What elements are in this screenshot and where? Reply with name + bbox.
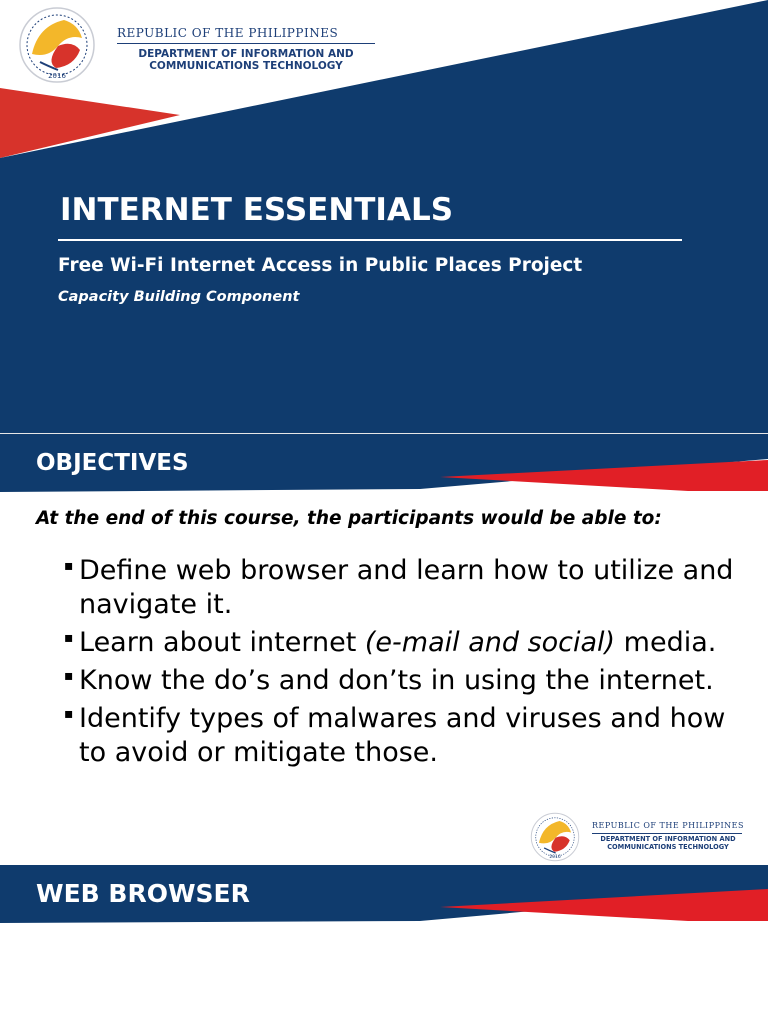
- title-rule: [58, 239, 682, 241]
- republic-label: REPUBLIC OF THE PHILIPPINES: [592, 821, 744, 830]
- list-item: [64, 626, 754, 660]
- list-item: [64, 554, 754, 622]
- objective-3: Know the do’s and don’ts in using the internet.: [79, 665, 714, 696]
- slide-title: [0, 0, 768, 433]
- bullet-icon: ▪: [64, 706, 74, 722]
- slide-web-browser: [0, 865, 768, 1024]
- dept-name: [588, 836, 748, 851]
- objective-1-line-1: Define web browser and learn how to utilize and: [79, 555, 734, 586]
- seal-year: 2016: [48, 72, 66, 80]
- slide1-subtitle: Free Wi-Fi Internet Access in Public Places Project: [58, 255, 583, 276]
- dept-line-2: COMMUNICATIONS TECHNOLOGY: [149, 60, 343, 73]
- slide1-title: INTERNET ESSENTIALS: [60, 192, 454, 228]
- dict-seal-icon: [18, 6, 96, 84]
- objective-2-pre: Learn about internet: [79, 627, 365, 658]
- dict-logo-bottom: [530, 810, 750, 864]
- dept-line-1: DEPARTMENT OF INFORMATION AND: [138, 48, 354, 60]
- objectives-list: [64, 554, 754, 774]
- objectives-heading: OBJECTIVES: [36, 450, 189, 476]
- slide1-subsubtitle: Capacity Building Component: [58, 289, 300, 305]
- seal-year: 2016: [549, 855, 561, 861]
- bullet-icon: ▪: [64, 558, 74, 574]
- logo-divider: [592, 833, 742, 834]
- objectives-lead: At the end of this course, the participants would be able to:: [36, 508, 662, 529]
- web-browser-heading: WEB BROWSER: [36, 879, 250, 908]
- dict-seal-icon: [530, 812, 580, 862]
- objective-4-line-1: Identify types of malwares and viruses and how: [79, 703, 726, 734]
- dept-line-1: DEPARTMENT OF INFORMATION AND: [600, 835, 736, 843]
- objective-2-italic: (e-mail and social): [364, 627, 616, 658]
- list-item: [64, 702, 754, 770]
- bullet-icon: ▪: [64, 668, 74, 684]
- dept-line-2: COMMUNICATIONS TECHNOLOGY: [607, 842, 729, 851]
- objective-4-line-2: to avoid or mitigate those.: [79, 737, 438, 768]
- slide-objectives: [0, 433, 768, 866]
- bullet-icon: ▪: [64, 630, 74, 646]
- dict-logo-top: [18, 6, 358, 90]
- republic-label: REPUBLIC OF THE PHILIPPINES: [117, 26, 339, 40]
- objective-2-post: media.: [615, 627, 717, 658]
- objective-1-line-2: navigate it.: [79, 589, 233, 620]
- dept-name: [112, 48, 380, 72]
- logo-divider: [117, 43, 375, 44]
- list-item: [64, 664, 754, 698]
